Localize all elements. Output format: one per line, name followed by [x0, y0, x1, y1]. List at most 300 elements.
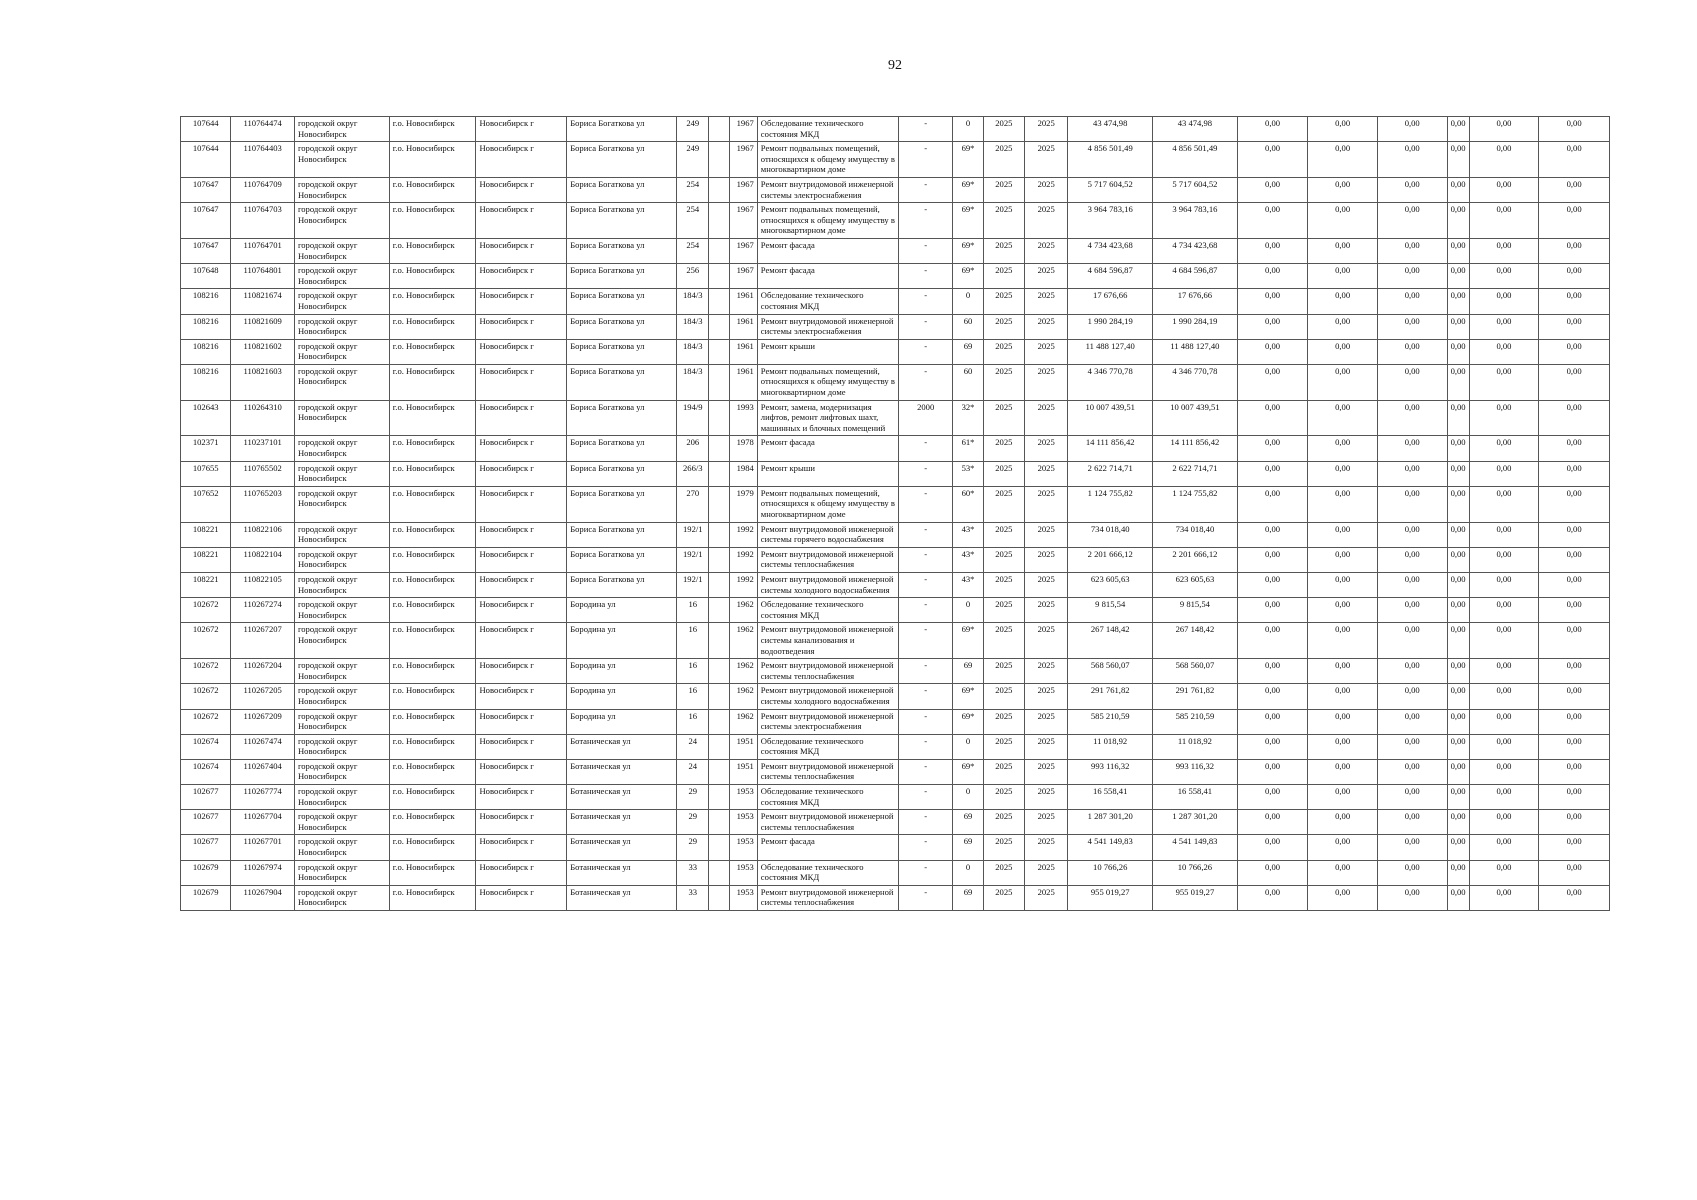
reconstruction-year-cell: -	[898, 522, 952, 547]
district-cell: городской округ Новосибирск	[294, 436, 389, 461]
table-row	[181, 142, 1610, 178]
locality-cell: Новосибирск г	[476, 709, 567, 734]
end-year-cell: 2025	[1025, 314, 1068, 339]
work-code-cell: 110822106	[231, 522, 295, 547]
construction-year-cell: 1953	[729, 885, 757, 910]
work-type-cell: Ремонт фасада	[757, 436, 898, 461]
house-number-cell: 16	[677, 709, 709, 734]
start-year-cell: 2025	[983, 623, 1024, 659]
district-cell: городской округ Новосибирск	[294, 238, 389, 263]
end-year-cell: 2025	[1025, 264, 1068, 289]
municipality-cell: г.о. Новосибирск	[389, 289, 476, 314]
district-cell: городской округ Новосибирск	[294, 486, 389, 522]
total-cost-cell: 623 605,63	[1068, 572, 1153, 597]
house-number-cell: 33	[677, 860, 709, 885]
budget-cell-6: 0,00	[1539, 486, 1610, 522]
municipality-cell: г.о. Новосибирск	[389, 177, 476, 202]
budget-cell-4: 0,00	[1447, 203, 1469, 239]
wear-percent-cell: 43*	[953, 522, 983, 547]
wear-percent-cell: 32*	[953, 400, 983, 436]
fund-cost-cell: 267 148,42	[1153, 623, 1238, 659]
table-body	[181, 117, 1610, 911]
wear-percent-cell: 43*	[953, 572, 983, 597]
budget-cell-1: 0,00	[1237, 461, 1308, 486]
total-cost-cell: 5 717 604,52	[1068, 177, 1153, 202]
budget-cell-6: 0,00	[1539, 835, 1610, 860]
budget-cell-3: 0,00	[1377, 436, 1447, 461]
municipality-cell: г.о. Новосибирск	[389, 709, 476, 734]
budget-cell-6: 0,00	[1539, 289, 1610, 314]
budget-cell-6: 0,00	[1539, 572, 1610, 597]
total-cost-cell: 291 761,82	[1068, 684, 1153, 709]
municipality-cell: г.о. Новосибирск	[389, 572, 476, 597]
locality-cell: Новосибирск г	[476, 785, 567, 810]
district-cell: городской округ Новосибирск	[294, 860, 389, 885]
reconstruction-year-cell: -	[898, 117, 952, 142]
budget-cell-4: 0,00	[1447, 461, 1469, 486]
budget-cell-5: 0,00	[1469, 289, 1539, 314]
budget-cell-5: 0,00	[1469, 400, 1539, 436]
budget-cell-4: 0,00	[1447, 238, 1469, 263]
budget-cell-6: 0,00	[1539, 547, 1610, 572]
start-year-cell: 2025	[983, 835, 1024, 860]
house-number-cell: 16	[677, 623, 709, 659]
budget-cell-1: 0,00	[1237, 142, 1308, 178]
table-row	[181, 623, 1610, 659]
fund-cost-cell: 43 474,98	[1153, 117, 1238, 142]
budget-cell-2: 0,00	[1308, 364, 1378, 400]
work-type-cell: Ремонт фасада	[757, 835, 898, 860]
construction-year-cell: 1961	[729, 289, 757, 314]
start-year-cell: 2025	[983, 364, 1024, 400]
table-row	[181, 810, 1610, 835]
work-code-cell: 110821674	[231, 289, 295, 314]
end-year-cell: 2025	[1025, 734, 1068, 759]
municipality-cell: г.о. Новосибирск	[389, 759, 476, 784]
street-cell: Бородина ул	[567, 598, 677, 623]
construction-year-cell: 1962	[729, 684, 757, 709]
building-cell	[709, 486, 729, 522]
street-cell: Бориса Богаткова ул	[567, 486, 677, 522]
budget-cell-3: 0,00	[1377, 684, 1447, 709]
reconstruction-year-cell: -	[898, 314, 952, 339]
building-cell	[709, 314, 729, 339]
street-cell: Бориса Богаткова ул	[567, 238, 677, 263]
locality-cell: Новосибирск г	[476, 759, 567, 784]
reconstruction-year-cell: -	[898, 659, 952, 684]
building-cell	[709, 684, 729, 709]
budget-cell-4: 0,00	[1447, 659, 1469, 684]
table-row	[181, 759, 1610, 784]
fund-cost-cell: 9 815,54	[1153, 598, 1238, 623]
object-id-cell: 107647	[181, 238, 231, 263]
budget-cell-3: 0,00	[1377, 117, 1447, 142]
street-cell: Бориса Богаткова ул	[567, 314, 677, 339]
work-code-cell: 110765502	[231, 461, 295, 486]
work-type-cell: Ремонт внутридомовой инженерной системы холодного водоснабжения	[757, 572, 898, 597]
table-row	[181, 117, 1610, 142]
budget-cell-1: 0,00	[1237, 486, 1308, 522]
budget-cell-1: 0,00	[1237, 238, 1308, 263]
construction-year-cell: 1962	[729, 709, 757, 734]
total-cost-cell: 3 964 783,16	[1068, 203, 1153, 239]
budget-cell-3: 0,00	[1377, 572, 1447, 597]
budget-cell-5: 0,00	[1469, 659, 1539, 684]
budget-cell-2: 0,00	[1308, 885, 1378, 910]
budget-cell-5: 0,00	[1469, 461, 1539, 486]
start-year-cell: 2025	[983, 436, 1024, 461]
work-code-cell: 110267204	[231, 659, 295, 684]
house-number-cell: 184/3	[677, 339, 709, 364]
budget-cell-2: 0,00	[1308, 314, 1378, 339]
locality-cell: Новосибирск г	[476, 598, 567, 623]
work-type-cell: Ремонт подвальных помещений, относящихся к общему имуществу в многоквартирном доме	[757, 486, 898, 522]
house-number-cell: 29	[677, 810, 709, 835]
budget-cell-2: 0,00	[1308, 709, 1378, 734]
budget-cell-4: 0,00	[1447, 264, 1469, 289]
district-cell: городской округ Новосибирск	[294, 572, 389, 597]
fund-cost-cell: 5 717 604,52	[1153, 177, 1238, 202]
wear-percent-cell: 69*	[953, 142, 983, 178]
house-number-cell: 24	[677, 759, 709, 784]
total-cost-cell: 585 210,59	[1068, 709, 1153, 734]
wear-percent-cell: 0	[953, 785, 983, 810]
budget-cell-6: 0,00	[1539, 203, 1610, 239]
budget-cell-4: 0,00	[1447, 364, 1469, 400]
district-cell: городской округ Новосибирск	[294, 461, 389, 486]
object-id-cell: 108216	[181, 339, 231, 364]
table-row	[181, 400, 1610, 436]
work-code-cell: 110821602	[231, 339, 295, 364]
work-code-cell: 110267404	[231, 759, 295, 784]
building-cell	[709, 598, 729, 623]
table-row	[181, 436, 1610, 461]
table-row	[181, 835, 1610, 860]
end-year-cell: 2025	[1025, 709, 1068, 734]
fund-cost-cell: 16 558,41	[1153, 785, 1238, 810]
total-cost-cell: 2 201 666,12	[1068, 547, 1153, 572]
wear-percent-cell: 69*	[953, 203, 983, 239]
district-cell: городской округ Новосибирск	[294, 659, 389, 684]
budget-cell-6: 0,00	[1539, 709, 1610, 734]
table-row	[181, 684, 1610, 709]
budget-cell-3: 0,00	[1377, 364, 1447, 400]
budget-cell-6: 0,00	[1539, 314, 1610, 339]
reconstruction-year-cell: -	[898, 238, 952, 263]
object-id-cell: 107644	[181, 142, 231, 178]
budget-cell-1: 0,00	[1237, 400, 1308, 436]
budget-cell-5: 0,00	[1469, 709, 1539, 734]
locality-cell: Новосибирск г	[476, 436, 567, 461]
work-code-cell: 110264310	[231, 400, 295, 436]
end-year-cell: 2025	[1025, 759, 1068, 784]
reconstruction-year-cell: -	[898, 810, 952, 835]
total-cost-cell: 11 488 127,40	[1068, 339, 1153, 364]
district-cell: городской округ Новосибирск	[294, 684, 389, 709]
budget-cell-5: 0,00	[1469, 364, 1539, 400]
total-cost-cell: 568 560,07	[1068, 659, 1153, 684]
budget-cell-3: 0,00	[1377, 177, 1447, 202]
work-code-cell: 110267701	[231, 835, 295, 860]
budget-cell-3: 0,00	[1377, 885, 1447, 910]
locality-cell: Новосибирск г	[476, 461, 567, 486]
budget-cell-4: 0,00	[1447, 734, 1469, 759]
budget-cell-4: 0,00	[1447, 572, 1469, 597]
locality-cell: Новосибирск г	[476, 364, 567, 400]
budget-cell-3: 0,00	[1377, 522, 1447, 547]
building-cell	[709, 339, 729, 364]
construction-year-cell: 1967	[729, 203, 757, 239]
work-code-cell: 110267207	[231, 623, 295, 659]
total-cost-cell: 14 111 856,42	[1068, 436, 1153, 461]
table-row	[181, 885, 1610, 910]
budget-cell-6: 0,00	[1539, 810, 1610, 835]
table-row	[181, 734, 1610, 759]
construction-year-cell: 1962	[729, 659, 757, 684]
district-cell: городской округ Новосибирск	[294, 598, 389, 623]
district-cell: городской округ Новосибирск	[294, 364, 389, 400]
fund-cost-cell: 585 210,59	[1153, 709, 1238, 734]
start-year-cell: 2025	[983, 734, 1024, 759]
work-code-cell: 110764801	[231, 264, 295, 289]
budget-cell-6: 0,00	[1539, 734, 1610, 759]
wear-percent-cell: 69*	[953, 684, 983, 709]
end-year-cell: 2025	[1025, 117, 1068, 142]
locality-cell: Новосибирск г	[476, 486, 567, 522]
budget-cell-1: 0,00	[1237, 436, 1308, 461]
capital-repair-table	[180, 116, 1610, 911]
work-code-cell: 110764703	[231, 203, 295, 239]
work-type-cell: Ремонт, замена, модернизация лифтов, ремонт лифтовых шахт, машинных и блочных помещений	[757, 400, 898, 436]
work-code-cell: 110267774	[231, 785, 295, 810]
construction-year-cell: 1953	[729, 785, 757, 810]
municipality-cell: г.о. Новосибирск	[389, 400, 476, 436]
table-row	[181, 364, 1610, 400]
district-cell: городской округ Новосибирск	[294, 547, 389, 572]
work-type-cell: Ремонт внутридомовой инженерной системы теплоснабжения	[757, 810, 898, 835]
street-cell: Ботаническая ул	[567, 734, 677, 759]
budget-cell-2: 0,00	[1308, 117, 1378, 142]
street-cell: Бородина ул	[567, 684, 677, 709]
budget-cell-2: 0,00	[1308, 264, 1378, 289]
budget-cell-5: 0,00	[1469, 264, 1539, 289]
work-code-cell: 110822104	[231, 547, 295, 572]
reconstruction-year-cell: -	[898, 572, 952, 597]
object-id-cell: 102677	[181, 810, 231, 835]
reconstruction-year-cell: -	[898, 709, 952, 734]
object-id-cell: 107647	[181, 203, 231, 239]
building-cell	[709, 436, 729, 461]
budget-cell-3: 0,00	[1377, 289, 1447, 314]
construction-year-cell: 1967	[729, 117, 757, 142]
work-type-cell: Ремонт подвальных помещений, относящихся к общему имуществу в многоквартирном доме	[757, 203, 898, 239]
budget-cell-5: 0,00	[1469, 572, 1539, 597]
house-number-cell: 29	[677, 785, 709, 810]
fund-cost-cell: 291 761,82	[1153, 684, 1238, 709]
reconstruction-year-cell: -	[898, 289, 952, 314]
budget-cell-4: 0,00	[1447, 117, 1469, 142]
fund-cost-cell: 10 007 439,51	[1153, 400, 1238, 436]
municipality-cell: г.о. Новосибирск	[389, 623, 476, 659]
budget-cell-4: 0,00	[1447, 810, 1469, 835]
budget-cell-1: 0,00	[1237, 522, 1308, 547]
house-number-cell: 266/3	[677, 461, 709, 486]
table-row	[181, 709, 1610, 734]
work-type-cell: Обследование технического состояния МКД	[757, 289, 898, 314]
budget-cell-2: 0,00	[1308, 522, 1378, 547]
district-cell: городской округ Новосибирск	[294, 142, 389, 178]
building-cell	[709, 547, 729, 572]
budget-cell-6: 0,00	[1539, 117, 1610, 142]
wear-percent-cell: 0	[953, 289, 983, 314]
budget-cell-1: 0,00	[1237, 860, 1308, 885]
total-cost-cell: 993 116,32	[1068, 759, 1153, 784]
budget-cell-5: 0,00	[1469, 547, 1539, 572]
total-cost-cell: 1 124 755,82	[1068, 486, 1153, 522]
object-id-cell: 102674	[181, 734, 231, 759]
object-id-cell: 102677	[181, 785, 231, 810]
street-cell: Ботаническая ул	[567, 759, 677, 784]
wear-percent-cell: 0	[953, 117, 983, 142]
budget-cell-1: 0,00	[1237, 203, 1308, 239]
budget-cell-6: 0,00	[1539, 885, 1610, 910]
work-code-cell: 110267474	[231, 734, 295, 759]
total-cost-cell: 2 622 714,71	[1068, 461, 1153, 486]
house-number-cell: 249	[677, 142, 709, 178]
budget-cell-4: 0,00	[1447, 400, 1469, 436]
reconstruction-year-cell: -	[898, 436, 952, 461]
budget-cell-2: 0,00	[1308, 759, 1378, 784]
locality-cell: Новосибирск г	[476, 835, 567, 860]
start-year-cell: 2025	[983, 598, 1024, 623]
object-id-cell: 102672	[181, 659, 231, 684]
locality-cell: Новосибирск г	[476, 547, 567, 572]
budget-cell-3: 0,00	[1377, 785, 1447, 810]
municipality-cell: г.о. Новосибирск	[389, 684, 476, 709]
page-number: 92	[888, 58, 902, 73]
budget-cell-6: 0,00	[1539, 860, 1610, 885]
wear-percent-cell: 0	[953, 734, 983, 759]
budget-cell-1: 0,00	[1237, 547, 1308, 572]
start-year-cell: 2025	[983, 142, 1024, 178]
municipality-cell: г.о. Новосибирск	[389, 810, 476, 835]
fund-cost-cell: 623 605,63	[1153, 572, 1238, 597]
work-type-cell: Ремонт внутридомовой инженерной системы электроснабжения	[757, 709, 898, 734]
end-year-cell: 2025	[1025, 177, 1068, 202]
end-year-cell: 2025	[1025, 547, 1068, 572]
budget-cell-1: 0,00	[1237, 709, 1308, 734]
budget-cell-6: 0,00	[1539, 364, 1610, 400]
budget-cell-4: 0,00	[1447, 785, 1469, 810]
work-code-cell: 110267974	[231, 860, 295, 885]
start-year-cell: 2025	[983, 709, 1024, 734]
street-cell: Бориса Богаткова ул	[567, 364, 677, 400]
wear-percent-cell: 69*	[953, 623, 983, 659]
building-cell	[709, 400, 729, 436]
wear-percent-cell: 61*	[953, 436, 983, 461]
locality-cell: Новосибирск г	[476, 572, 567, 597]
building-cell	[709, 572, 729, 597]
municipality-cell: г.о. Новосибирск	[389, 659, 476, 684]
work-code-cell: 110765203	[231, 486, 295, 522]
fund-cost-cell: 4 346 770,78	[1153, 364, 1238, 400]
district-cell: городской округ Новосибирск	[294, 203, 389, 239]
fund-cost-cell: 10 766,26	[1153, 860, 1238, 885]
wear-percent-cell: 53*	[953, 461, 983, 486]
budget-cell-6: 0,00	[1539, 623, 1610, 659]
work-code-cell: 110764474	[231, 117, 295, 142]
district-cell: городской округ Новосибирск	[294, 734, 389, 759]
work-code-cell: 110267205	[231, 684, 295, 709]
end-year-cell: 2025	[1025, 623, 1068, 659]
end-year-cell: 2025	[1025, 461, 1068, 486]
street-cell: Ботаническая ул	[567, 885, 677, 910]
work-code-cell: 110237101	[231, 436, 295, 461]
budget-cell-1: 0,00	[1237, 785, 1308, 810]
end-year-cell: 2025	[1025, 835, 1068, 860]
end-year-cell: 2025	[1025, 522, 1068, 547]
budget-cell-2: 0,00	[1308, 684, 1378, 709]
budget-cell-1: 0,00	[1237, 810, 1308, 835]
end-year-cell: 2025	[1025, 810, 1068, 835]
budget-cell-5: 0,00	[1469, 810, 1539, 835]
budget-cell-5: 0,00	[1469, 835, 1539, 860]
municipality-cell: г.о. Новосибирск	[389, 734, 476, 759]
reconstruction-year-cell: -	[898, 785, 952, 810]
budget-cell-1: 0,00	[1237, 759, 1308, 784]
budget-cell-2: 0,00	[1308, 547, 1378, 572]
table-row	[181, 264, 1610, 289]
budget-cell-3: 0,00	[1377, 810, 1447, 835]
object-id-cell: 107652	[181, 486, 231, 522]
construction-year-cell: 1967	[729, 264, 757, 289]
district-cell: городской округ Новосибирск	[294, 835, 389, 860]
house-number-cell: 184/3	[677, 364, 709, 400]
reconstruction-year-cell: -	[898, 860, 952, 885]
budget-cell-5: 0,00	[1469, 734, 1539, 759]
budget-cell-3: 0,00	[1377, 835, 1447, 860]
street-cell: Бородина ул	[567, 709, 677, 734]
start-year-cell: 2025	[983, 759, 1024, 784]
fund-cost-cell: 4 541 149,83	[1153, 835, 1238, 860]
budget-cell-2: 0,00	[1308, 436, 1378, 461]
reconstruction-year-cell: -	[898, 598, 952, 623]
locality-cell: Новосибирск г	[476, 522, 567, 547]
work-type-cell: Ремонт крыши	[757, 461, 898, 486]
budget-cell-1: 0,00	[1237, 572, 1308, 597]
end-year-cell: 2025	[1025, 142, 1068, 178]
street-cell: Бориса Богаткова ул	[567, 572, 677, 597]
end-year-cell: 2025	[1025, 203, 1068, 239]
object-id-cell: 107644	[181, 117, 231, 142]
table-row	[181, 486, 1610, 522]
budget-cell-6: 0,00	[1539, 339, 1610, 364]
table-row	[181, 860, 1610, 885]
budget-cell-2: 0,00	[1308, 142, 1378, 178]
reconstruction-year-cell: -	[898, 623, 952, 659]
wear-percent-cell: 69*	[953, 238, 983, 263]
budget-cell-3: 0,00	[1377, 659, 1447, 684]
end-year-cell: 2025	[1025, 400, 1068, 436]
budget-cell-4: 0,00	[1447, 623, 1469, 659]
fund-cost-cell: 3 964 783,16	[1153, 203, 1238, 239]
end-year-cell: 2025	[1025, 436, 1068, 461]
municipality-cell: г.о. Новосибирск	[389, 238, 476, 263]
budget-cell-5: 0,00	[1469, 522, 1539, 547]
district-cell: городской округ Новосибирск	[294, 339, 389, 364]
locality-cell: Новосибирск г	[476, 289, 567, 314]
house-number-cell: 254	[677, 238, 709, 263]
